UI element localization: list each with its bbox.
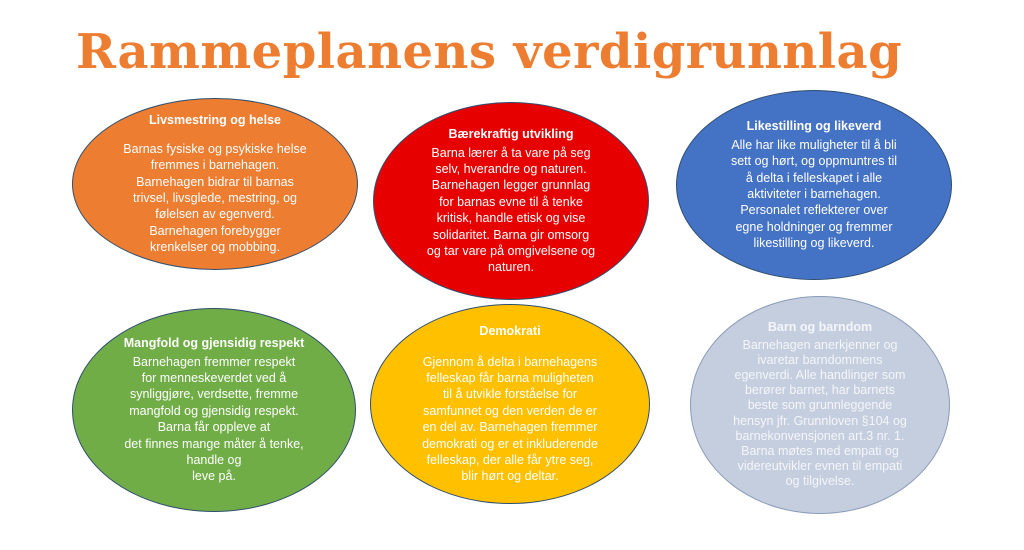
ellipse-body: Barnehagen anerkjenner og ivaretar barndommens egenverdi. Alle handlinger som berører barnet, har barnets beste som grunnleggende hensyn jfr. Grunnloven §104 og barnekonvensjonen art.3 nr. 1. Barna møtes med empati og videreutvikler evnen til empati og tilgivelse.	[733, 337, 907, 489]
ellipse-heading: Barn og barndom	[767, 320, 873, 335]
ellipse-body: Barnehagen fremmer respekt for menneskeverdet ved å synliggjøre, verdsette, fremme mangfold og gjensidig respekt. Barna får oppleve at det finnes mange måter å tenke, handle og leve på.	[124, 354, 304, 484]
page-title: Rammeplanens verdigrunnlag	[76, 24, 903, 80]
ellipse-baerekraftig-utvikling	[373, 102, 649, 300]
ellipse-livsmestring-og-helse	[72, 98, 358, 270]
ellipse-body: Gjennom å delta i barnehagens felleskap får barna muligheten til å utvikle forståelse for samfunnet og den verden de er en del av. Barnehagen fremmer demokrati og er et inkluderende felleskap, der alle får ytre seg, blir hørt og deltar.	[422, 354, 598, 484]
ellipse-body: Barna lærer å ta vare på seg selv, hverandre og naturen. Barnehagen legger grunnlag for barnas evne til å tenke kritisk, handle etisk og vise solidaritet. Barna gir omsorg og tar vare på omgivelsene og naturen.	[426, 145, 596, 275]
ellipse-demokrati	[370, 304, 650, 504]
ellipse-barn-og-barndom	[690, 296, 950, 514]
ellipse-heading: Demokrati	[479, 324, 541, 339]
ellipse-heading: Likestilling og likeverd	[746, 119, 882, 134]
ellipse-body: Alle har like muligheter til å bli sett og hørt, og oppmuntres til å delta i felleskapet i alle aktiviteter i barnehagen. Personalet reflekterer over egne holdninger og fremmer likestilling og likeverd.	[730, 137, 898, 251]
ellipse-mangfold-og-gjensidig-respekt	[72, 308, 356, 512]
ellipse-heading: Livsmestring og helse	[149, 113, 281, 128]
ellipse-body: Barnas fysiske og psykiske helse fremmes i barnehagen. Barnehagen bidrar til barnas trivsel, livsglede, mestring, og følelsen av egenverd. Barnehagen forebygger krenkelser og mobbing.	[123, 141, 307, 255]
ellipse-likestilling-og-likeverd	[676, 90, 952, 280]
ellipse-heading: Mangfold og gjensidig respekt	[123, 336, 305, 351]
ellipse-heading: Bærekraftig utvikling	[448, 127, 574, 142]
